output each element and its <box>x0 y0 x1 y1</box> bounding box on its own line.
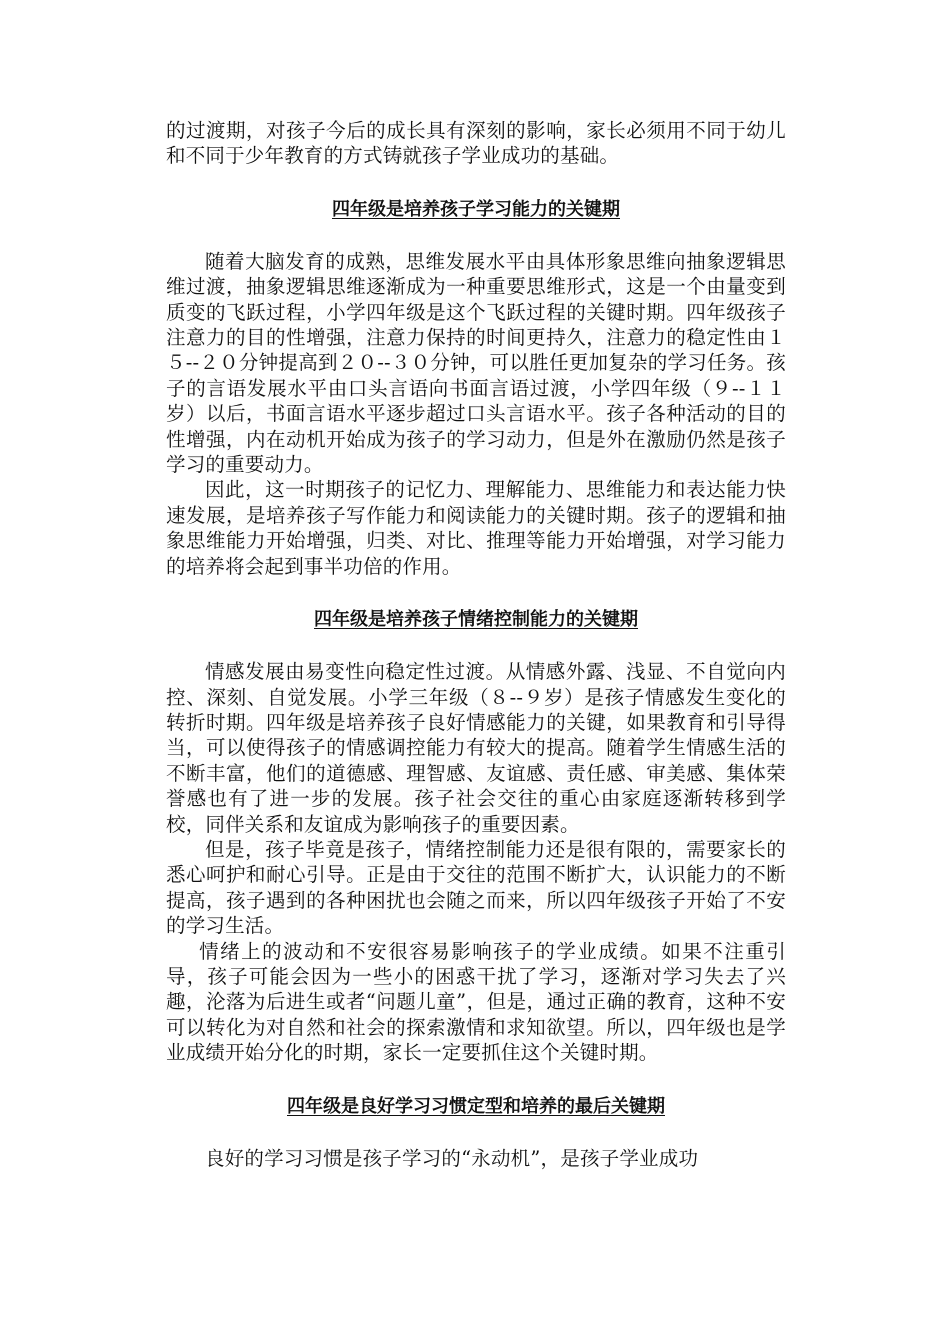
intro-paragraph: 的过渡期，对孩子今后的成长具有深刻的影响，家长必须用不同于幼儿和不同于少年教育的方式铸就孩子学业成功的基础。 <box>166 119 786 168</box>
body-paragraph: 因此，这一时期孩子的记忆力、理解能力、思维能力和表达能力快速发展，是培养孩子写作能力和阅读能力的关键时期。孩子的逻辑和抽象思维能力开始增强，归类、对比、推理等能力开始增强，对学习能力的培养将会起到事半功倍的作用。 <box>166 478 786 578</box>
document-page <box>166 118 786 1171</box>
section-heading-learning-ability: 四年级是培养孩子学习能力的关键期 <box>332 198 620 220</box>
body-paragraph: 情绪上的波动和不安很容易影响孩子的学业成绩。如果不注重引导，孩子可能会因为一些小的困惑干扰了学习，逐渐对学习失去了兴趣，沦落为后进生或者“问题儿童”，但是，通过正确的教育，这种不安可以转化为对自然和社会的探索激情和求知欲望。所以，四年级也是学业成绩开始分化的时期，家长一定要抓住这个关键时期。 <box>166 939 786 1065</box>
body-paragraph: 但是，孩子毕竟是孩子，情绪控制能力还是很有限的，需要家长的悉心呵护和耐心引导。正是由于交往的范围不断扩大，认识能力的不断提高，孩子遇到的各种困扰也会随之而来，所以四年级孩子开始了不安的学习生活。 <box>166 837 786 938</box>
section-heading-emotion-control: 四年级是培养孩子情绪控制能力的关键期 <box>314 609 638 631</box>
body-paragraph: 随着大脑发育的成熟，思维发展水平由具体形象思维向抽象逻辑思维过渡，抽象逻辑思维逐渐成为一种重要思维形式，这是一个由量变到质变的飞跃过程，小学四年级是这个飞跃过程的关键时期。四年级孩子注意力的目的性增强，注意力保持的时间更持久，注意力的稳定性由１５--２０分钟提高到２０--３０分钟，可以胜任更加复杂的学习任务。孩子的言语发展水平由口头言语向书面言语过渡，小学四年级（９--１１岁）以后，书面言语水平逐步超过口头言语水平。孩子各种活动的目的性增强，内在动机开始成为孩子的学习动力，但是外在激励仍然是孩子学习的重要动力。 <box>166 249 786 477</box>
body-paragraph: 情感发展由易变性向稳定性过渡。从情感外露、浅显、不自觉向内控、深刻、自觉发展。小学三年级（８--９岁）是孩子情感发生变化的转折时期。四年级是培养孩子良好情感能力的关键，如果教育和引导得当，可以使得孩子的情感调控能力有较大的提高。随着学生情感生活的不断丰富，他们的道德感、理智感、友谊感、责任感、审美感、集体荣誉感也有了进一步的发展。孩子社会交往的重心由家庭逐渐转移到学校，同伴关系和友谊成为影响孩子的重要因素。 <box>166 660 786 836</box>
section-heading-study-habits: 四年级是良好学习习惯定型和培养的最后关键期 <box>287 1095 665 1117</box>
body-paragraph: 良好的学习习惯是孩子学习的“永动机”，是孩子学业成功 <box>205 1146 699 1170</box>
